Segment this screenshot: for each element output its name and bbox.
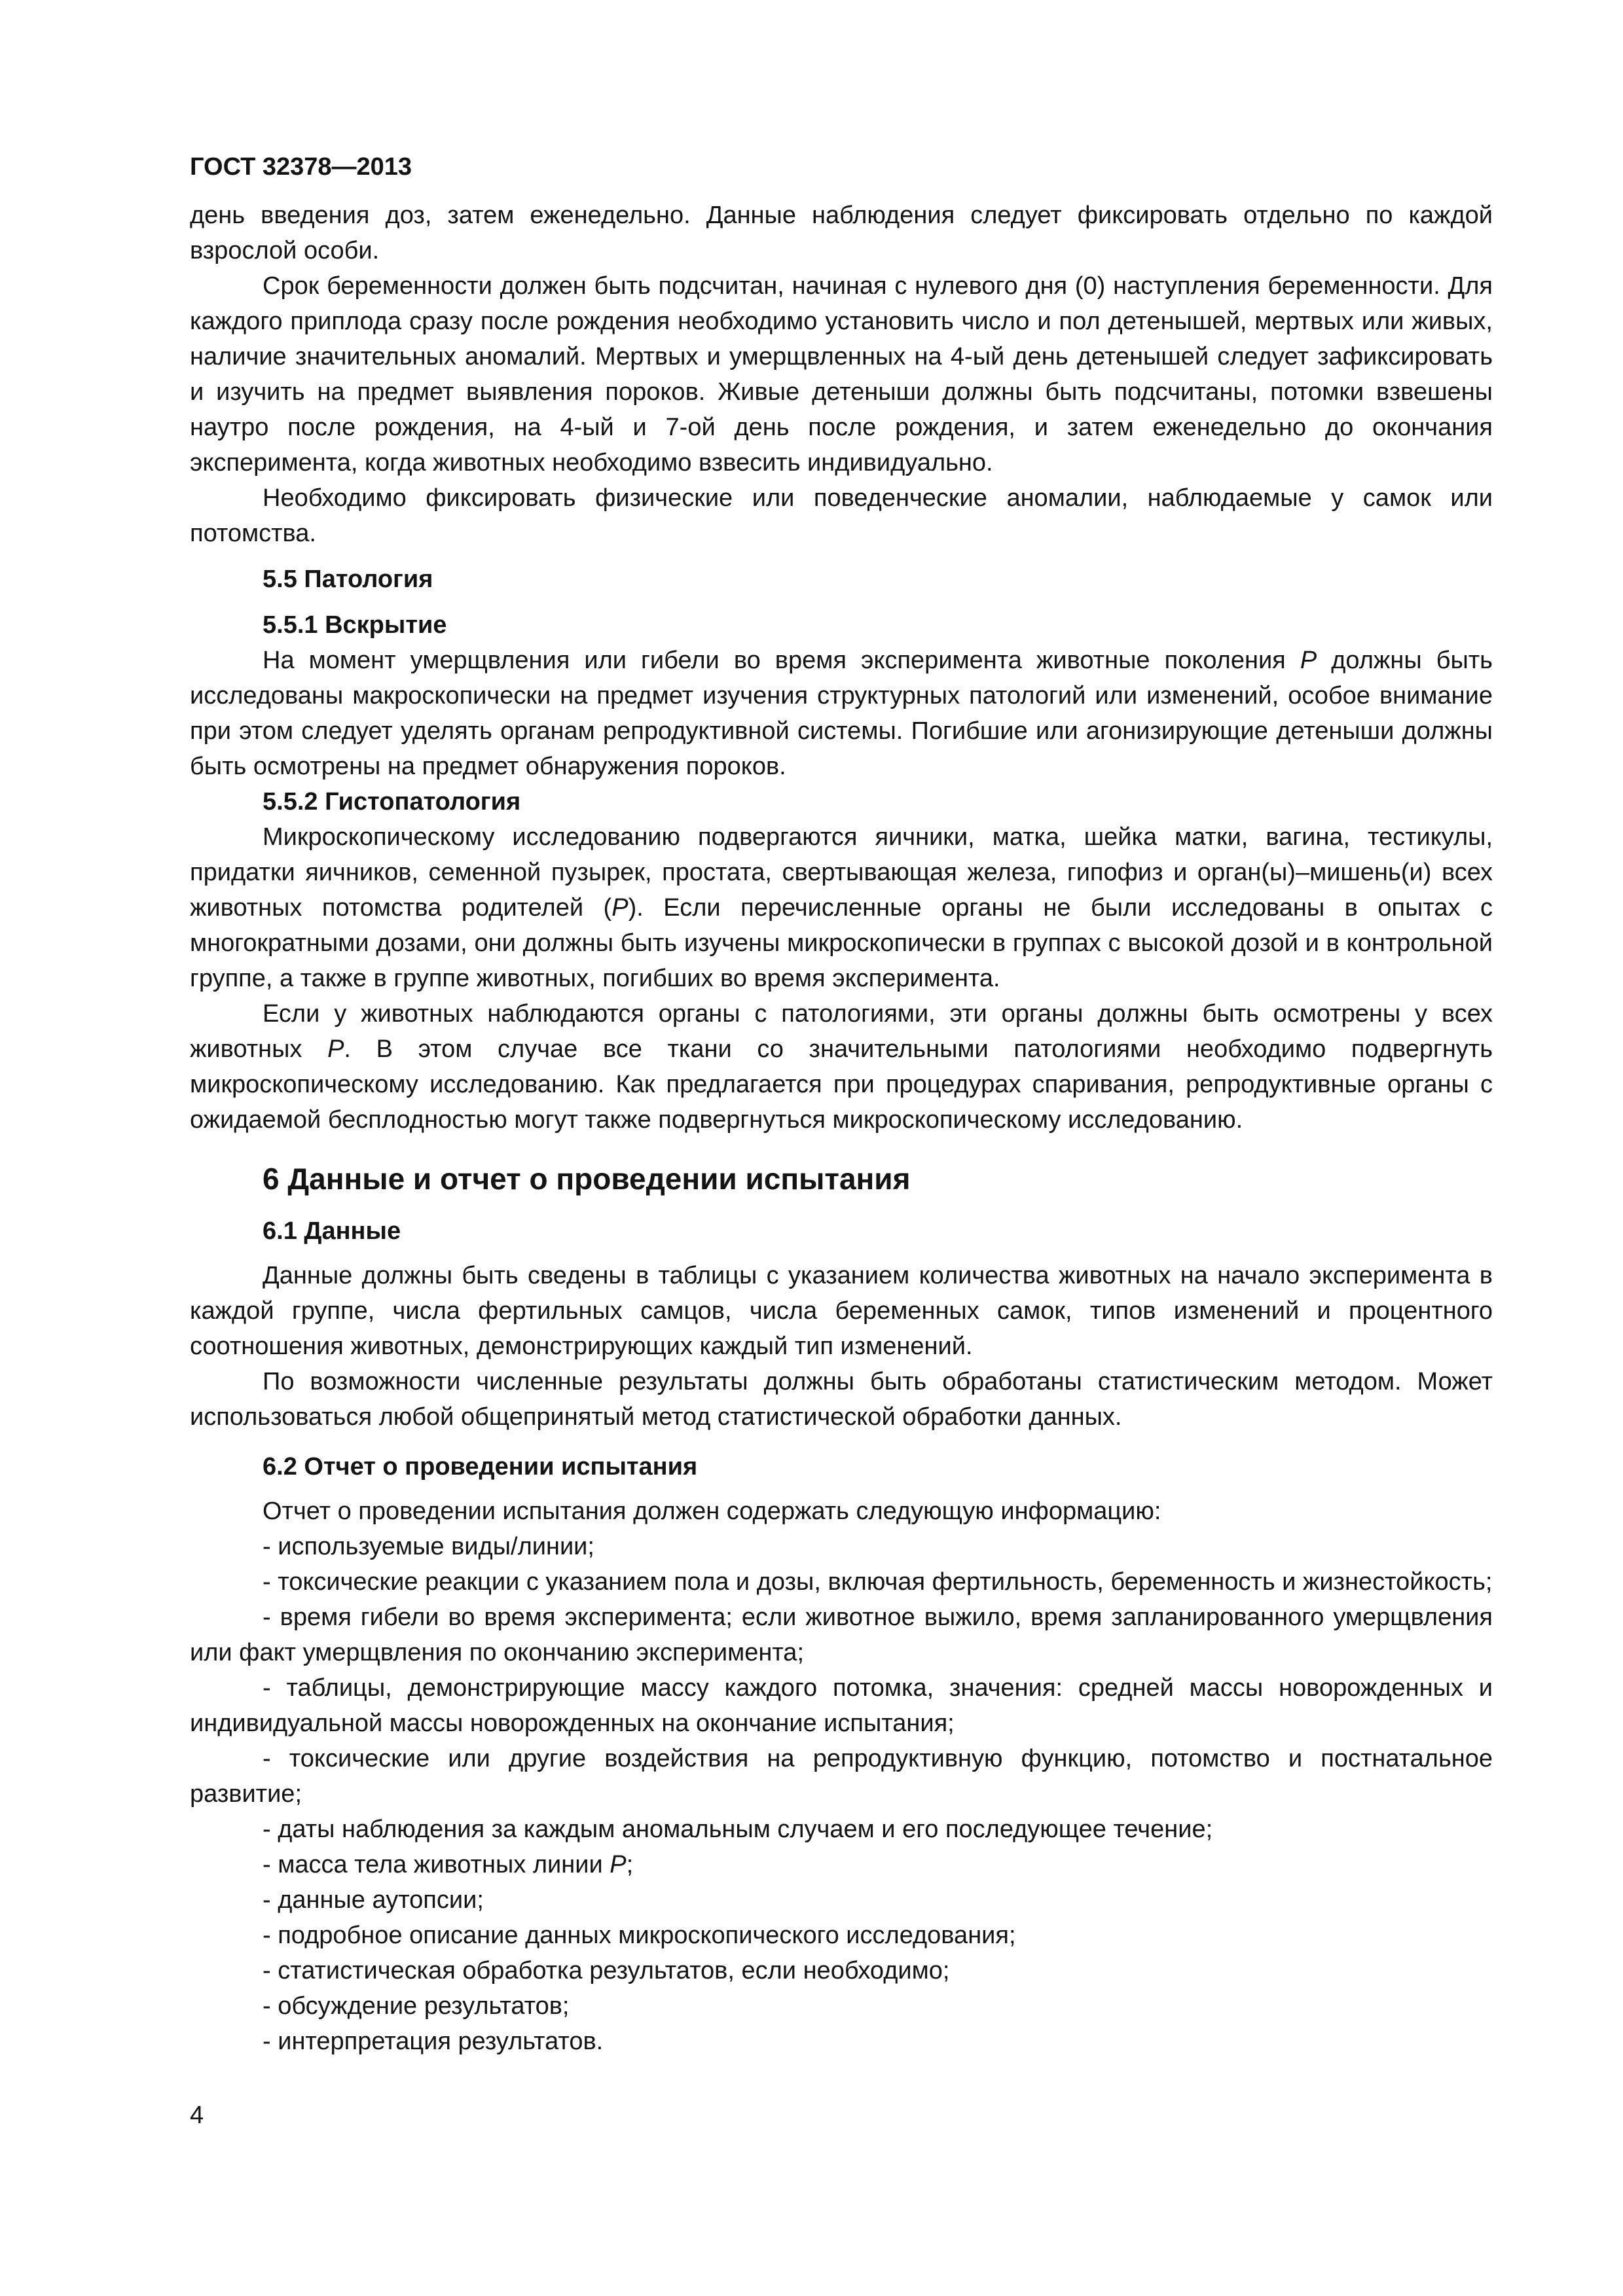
section-heading-5-5: 5.5 Патология xyxy=(263,565,433,593)
document-page xyxy=(190,149,1493,2059)
paragraph: Отчет о проведении испытания должен содержать следующую информацию: xyxy=(263,1498,1161,1525)
document-header: ГОСТ 32378—2013 xyxy=(190,153,412,181)
paragraph: Срок беременности должен быть подсчитан, начиная с нулевого дня (0) наступления беременности. Для каждого приплода сразу после рождения необходимо установить число и пол детенышей, мертвых или живых, наличие значительных аномалий. Мертвых и умерщвленных на 4-ый день детенышей следует зафиксировать и изучить на предмет выявления пороков. Живые детеныши должны быть подсчитаны, потомки взвешены наутро после рождения, на 4-ый и 7-ой день после рождения, и затем еженедельно до окончания эксперимента, когда животных необходимо взвесить индивидуально. xyxy=(190,272,1493,476)
generation-symbol: P xyxy=(610,1851,627,1878)
paragraph: На момент умерщвления или гибели во время эксперимента животные поколения P должны быть исследованы макроскопически на предмет изучения структурных патологий или изменений, особое внимание при этом следует уделять органам репродуктивной системы. Погибшие или агонизирующие детеныши должны быть осмотрены на предмет обнаружения пороков. xyxy=(190,647,1493,780)
section-heading-6: 6 Данные и отчет о проведении испытания xyxy=(263,1162,911,1196)
list-item: - время гибели во время эксперимента; если животное выжило, время запланированного умерщвления или факт умерщвления по окончанию эксперимента; xyxy=(190,1604,1493,1666)
report-items-list xyxy=(190,1529,1493,2059)
section-heading-6-1: 6.1 Данные xyxy=(263,1217,401,1245)
page-number: 4 xyxy=(190,2102,204,2129)
list-item: - масса тела животных линии P; xyxy=(263,1851,634,1878)
list-item: - используемые виды/линии; xyxy=(263,1533,594,1560)
list-item: - обсуждение результатов; xyxy=(263,1992,570,2020)
list-item: - статистическая обработка результатов, если необходимо; xyxy=(263,1957,950,1984)
paragraph: Данные должны быть сведены в таблицы с указанием количества животных на начало эксперимента в каждой группе, числа фертильных самцов, числа беременных самок, типов изменений и процентного соотношения животных, демонстрирующих каждый тип изменений. xyxy=(190,1262,1493,1360)
paragraph: Если у животных наблюдаются органы с патологиями, эти органы должны быть осмотрены у всех животных P. В этом случае все ткани со значительными патологиями необходимо подвергнуть микроскопическому исследованию. Как предлагается при процедурах спаривания, репродуктивные органы с ожидаемой бесплодностью могут также подвергнуться микроскопическому исследованию. xyxy=(190,1000,1493,1134)
paragraph: день введения доз, затем еженедельно. Данные наблюдения следует фиксировать отдельно по каждой взрослой особи. xyxy=(190,202,1493,264)
list-item: - подробное описание данных микроскопического исследования; xyxy=(263,1922,1016,1949)
list-item: - токсические реакции с указанием пола и дозы, включая фертильность, беременность и жизнестойкость; xyxy=(263,1568,1493,1596)
list-item: - таблицы, демонстрирующие массу каждого потомка, значения: средней массы новорожденных и индивидуальной массы новорожденных на окончание испытания; xyxy=(190,1674,1493,1737)
list-item: - токсические или другие воздействия на репродуктивную функцию, потомство и постнатальное развитие; xyxy=(190,1745,1493,1808)
section-heading-5-5-1: 5.5.1 Вскрытие xyxy=(263,611,447,639)
generation-symbol: P xyxy=(1300,647,1317,674)
section-heading-6-2: 6.2 Отчет о проведении испытания xyxy=(263,1453,698,1480)
list-item: - данные аутопсии; xyxy=(263,1886,484,1914)
generation-symbol: P xyxy=(327,1035,344,1063)
paragraph: Необходимо фиксировать физические или поведенческие аномалии, наблюдаемые у самок или потомства. xyxy=(190,484,1493,547)
paragraph: Микроскопическому исследованию подвергаются яичники, матка, шейка матки, вагина, тестикулы, придатки яичников, семенной пузырек, простата, свертывающая железа, гипофиз и орган(ы)–мишень(и) всех животных потомства родителей (P). Если перечисленные органы не были исследованы в опытах с многократными дозами, они должны быть изучены микроскопически в группах с высокой дозой и в контрольной группе, а также в группе животных, погибших во время эксперимента. xyxy=(190,823,1493,992)
list-item: - интерпретация результатов. xyxy=(263,2028,604,2055)
section-heading-5-5-2: 5.5.2 Гистопатология xyxy=(263,788,521,816)
paragraph: По возможности численные результаты должны быть обработаны статистическим методом. Может использоваться любой общепринятый метод статистической обработки данных. xyxy=(190,1368,1493,1431)
list-item: - даты наблюдения за каждым аномальным случаем и его последующее течение; xyxy=(263,1816,1213,1843)
generation-symbol: P xyxy=(611,894,629,922)
